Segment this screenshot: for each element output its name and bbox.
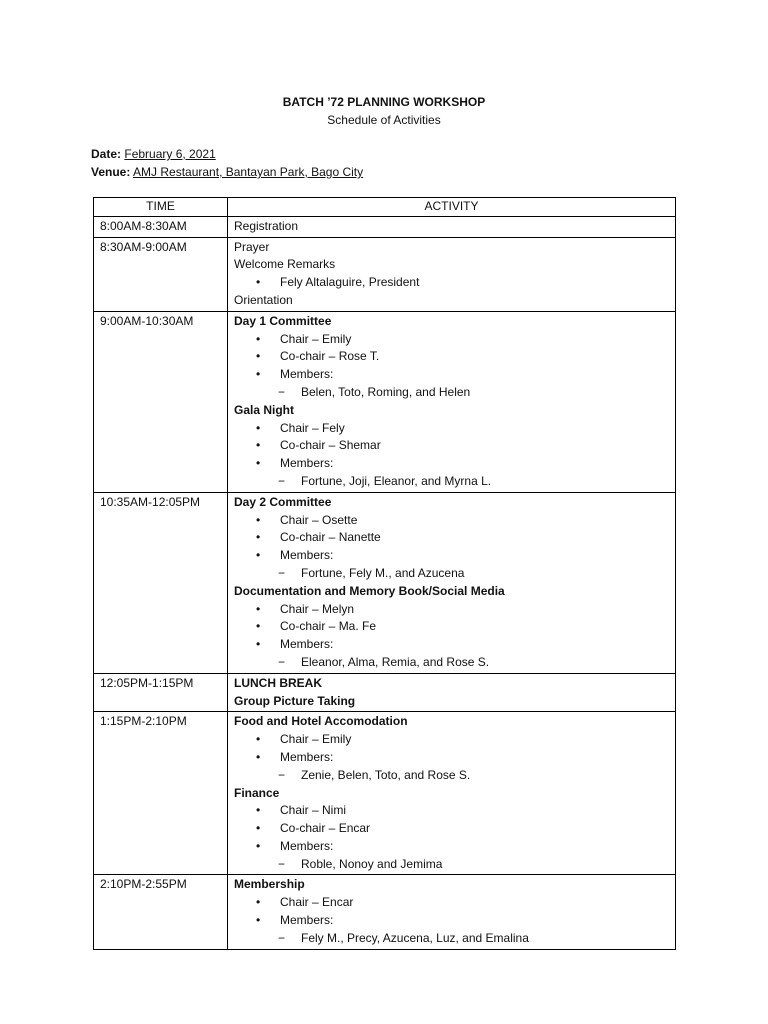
dash-marker-icon: − — [278, 384, 286, 399]
time-cell: 8:30AM-9:00AM — [94, 237, 228, 311]
time-cell: 8:00AM-8:30AM — [94, 216, 228, 237]
member-list-item — [234, 565, 669, 583]
activity-heading: LUNCH BREAK — [234, 675, 322, 690]
schedule-table-body — [94, 216, 676, 949]
table-row — [94, 237, 676, 311]
bullet-item — [234, 348, 669, 366]
bullet-item — [234, 820, 669, 838]
bullet-item — [234, 601, 669, 619]
activity-heading: Gala Night — [234, 402, 295, 417]
bullet-text: Chair – Melyn — [280, 601, 355, 616]
member-list-item — [234, 654, 669, 672]
activity-line: Registration — [234, 218, 299, 233]
bullet-item — [234, 512, 669, 530]
date-value: February 6, 2021 — [124, 147, 216, 161]
bullet-dot-icon: • — [256, 438, 261, 453]
bullet-text: Co-chair – Rose T. — [280, 349, 380, 364]
activity-line: Welcome Remarks — [234, 257, 336, 272]
bullet-dot-icon: • — [256, 821, 261, 836]
activity-heading: Finance — [234, 785, 280, 800]
bullet-text: Chair – Nimi — [280, 803, 347, 818]
table-row — [94, 673, 676, 712]
bullet-dot-icon: • — [256, 732, 261, 747]
document-title: BATCH ’72 PLANNING WORKSHOP — [282, 95, 486, 109]
bullet-text: Members: — [280, 367, 334, 382]
bullet-dot-icon: • — [256, 349, 261, 364]
dash-marker-icon: − — [278, 930, 286, 945]
bullet-item — [234, 274, 669, 292]
bullet-text: Chair – Encar — [280, 895, 354, 910]
bullet-item — [234, 731, 669, 749]
bullet-item — [234, 455, 669, 473]
time-cell: 12:05PM-1:15PM — [94, 673, 228, 712]
bullet-text: Members: — [280, 838, 334, 853]
activity-heading: Documentation and Memory Book/Social Media — [234, 583, 505, 598]
member-list-text: Fely M., Precy, Azucena, Luz, and Emalina — [301, 930, 529, 945]
bullet-dot-icon: • — [256, 895, 261, 910]
activity-cell — [228, 237, 676, 311]
time-cell: 9:00AM-10:30AM — [94, 311, 228, 492]
activity-heading: Day 2 Committee — [234, 494, 332, 509]
bullet-text: Co-chair – Nanette — [280, 530, 381, 545]
schedule-table — [93, 197, 676, 950]
activity-heading: Food and Hotel Accomodation — [234, 714, 408, 729]
bullet-item — [234, 420, 669, 438]
activity-heading: Day 1 Committee — [234, 313, 332, 328]
document-subtitle: Schedule of Activities — [327, 113, 441, 127]
table-row — [94, 311, 676, 492]
member-list-text: Eleanor, Alma, Remia, and Rose S. — [301, 654, 490, 669]
bullet-dot-icon: • — [256, 548, 261, 563]
bullet-item — [234, 366, 669, 384]
activity-cell — [228, 875, 676, 949]
bullet-item — [234, 636, 669, 654]
activity-line: Orientation — [234, 292, 293, 307]
bullet-dot-icon: • — [256, 420, 261, 435]
bullet-text: Chair – Fely — [280, 420, 345, 435]
member-list-text: Fortune, Fely M., and Azucena — [301, 565, 465, 580]
bullet-item — [234, 331, 669, 349]
bullet-dot-icon: • — [256, 530, 261, 545]
time-cell: 10:35AM-12:05PM — [94, 492, 228, 673]
activity-heading: Membership — [234, 877, 305, 892]
activity-cell — [228, 492, 676, 673]
time-column-header: TIME — [94, 198, 228, 217]
bullet-item — [234, 618, 669, 636]
bullet-item — [234, 547, 669, 565]
bullet-dot-icon: • — [256, 803, 261, 818]
table-row — [94, 712, 676, 875]
member-list-item — [234, 856, 669, 874]
bullet-dot-icon: • — [256, 749, 261, 764]
activity-heading: Group Picture Taking — [234, 693, 356, 708]
bullet-text: Members: — [280, 456, 334, 471]
member-list-item — [234, 930, 669, 948]
member-list-text: Roble, Nonoy and Jemima — [301, 856, 443, 871]
table-row — [94, 216, 676, 237]
venue-line — [91, 165, 363, 179]
bullet-text: Co-chair – Encar — [280, 821, 371, 836]
table-header-row — [94, 198, 676, 217]
venue-value: AMJ Restaurant, Bantayan Park, Bago City — [133, 165, 364, 179]
activity-cell — [228, 673, 676, 712]
bullet-item — [234, 529, 669, 547]
time-cell: 2:10PM-2:55PM — [94, 875, 228, 949]
bullet-dot-icon: • — [256, 456, 261, 471]
dash-marker-icon: − — [278, 473, 286, 488]
bullet-text: Members: — [280, 548, 334, 563]
member-list-text: Fortune, Joji, Eleanor, and Myrna L. — [301, 473, 492, 488]
bullet-dot-icon: • — [256, 331, 261, 346]
date-line — [91, 147, 216, 161]
activity-line: Prayer — [234, 239, 270, 254]
bullet-dot-icon: • — [256, 275, 261, 290]
activity-cell — [228, 311, 676, 492]
bullet-text: Chair – Osette — [280, 512, 358, 527]
bullet-dot-icon: • — [256, 637, 261, 652]
table-row — [94, 492, 676, 673]
bullet-item — [234, 802, 669, 820]
dash-marker-icon: − — [278, 767, 286, 782]
member-list-item — [234, 384, 669, 402]
bullet-dot-icon: • — [256, 619, 261, 634]
dash-marker-icon: − — [278, 654, 286, 669]
activity-cell — [228, 712, 676, 875]
bullet-text: Members: — [280, 749, 334, 764]
bullet-dot-icon: • — [256, 601, 261, 616]
member-list-item — [234, 473, 669, 491]
bullet-text: Co-chair – Ma. Fe — [280, 619, 377, 634]
bullet-dot-icon: • — [256, 838, 261, 853]
activity-column-header: ACTIVITY — [228, 198, 676, 217]
bullet-dot-icon: • — [256, 367, 261, 382]
bullet-item — [234, 912, 669, 930]
bullet-text: Members: — [280, 637, 334, 652]
bullet-item — [234, 838, 669, 856]
time-cell: 1:15PM-2:10PM — [94, 712, 228, 875]
bullet-item — [234, 437, 669, 455]
venue-label: Venue: — [91, 165, 131, 179]
member-list-item — [234, 767, 669, 785]
bullet-text: Co-chair – Shemar — [280, 438, 381, 453]
bullet-dot-icon: • — [256, 512, 261, 527]
member-list-text: Belen, Toto, Roming, and Helen — [301, 384, 471, 399]
bullet-text: Chair – Emily — [280, 732, 352, 747]
bullet-text: Members: — [280, 913, 334, 928]
dash-marker-icon: − — [278, 856, 286, 871]
member-list-text: Zenie, Belen, Toto, and Rose S. — [301, 767, 471, 782]
bullet-text: Chair – Emily — [280, 331, 352, 346]
dash-marker-icon: − — [278, 565, 286, 580]
bullet-dot-icon: • — [256, 913, 261, 928]
bullet-item — [234, 749, 669, 767]
date-label: Date: — [91, 147, 122, 161]
bullet-text: Fely Altalaguire, President — [280, 275, 420, 290]
activity-cell — [228, 216, 676, 237]
table-row — [94, 875, 676, 949]
bullet-item — [234, 894, 669, 912]
